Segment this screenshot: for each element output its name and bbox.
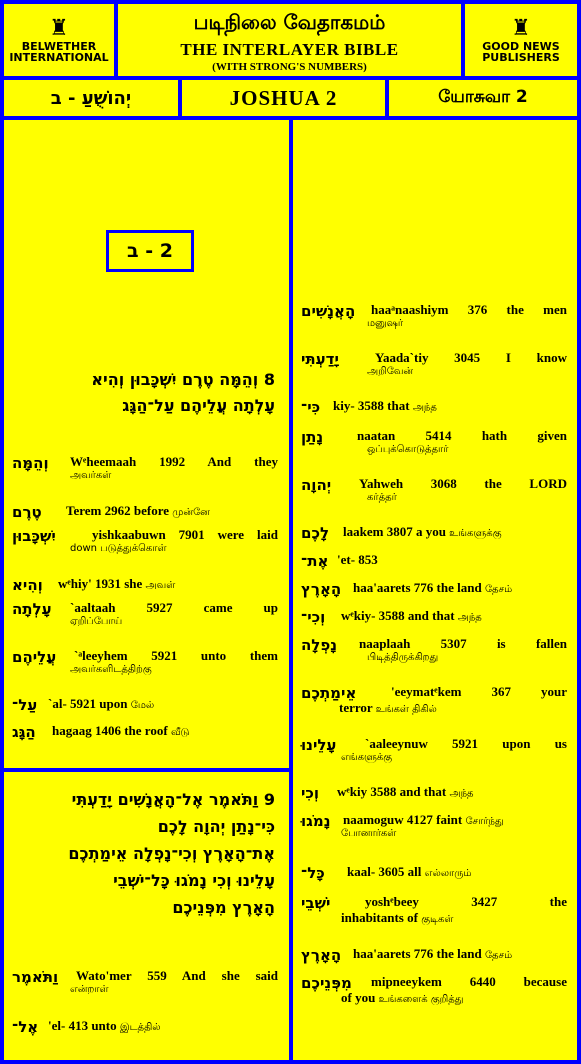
- word-gloss: Wᵉheemaah 1992 And they: [70, 454, 278, 469]
- tamil-gloss: எங்களுக்கு: [341, 752, 393, 763]
- word-entry: [12, 1018, 278, 1042]
- word-gloss: yishkaabuwn 7901 were laid: [92, 527, 278, 542]
- left-panel-verse-8: [4, 120, 289, 768]
- word-gloss-cont: of you: [341, 990, 376, 1005]
- word-gloss: 'el- 413 unto: [48, 1018, 117, 1033]
- word-entry: [301, 894, 567, 946]
- word-entry: [301, 476, 567, 524]
- hebrew-word: אֵימַתְכֶם: [301, 684, 357, 702]
- hebrew-word: עֲלֵיהֶם: [12, 648, 57, 666]
- word-gloss: `aaltaah 5927 came up: [70, 600, 278, 615]
- hebrew-word: אֶת־: [301, 552, 329, 570]
- tamil-gloss: அவர்களிடத்திற்கு: [70, 664, 152, 675]
- word-gloss: `aaleeynuw 5921 upon us: [365, 736, 567, 751]
- hebrew-word: וְכִי: [301, 784, 320, 802]
- bar-tamil-cell: [389, 80, 577, 116]
- hebrew-word: הָאָרֶץ: [301, 580, 342, 598]
- title-subtitle: (WITH STRONG'S NUMBERS): [212, 61, 367, 73]
- hebrew-word: עָלֵינוּ: [301, 736, 337, 754]
- word-entry: [301, 428, 567, 476]
- word-entry: [12, 723, 278, 747]
- tamil-gloss: என்றாள்: [70, 984, 109, 995]
- word-entry: [301, 812, 567, 864]
- hebrew-word: אֶל־: [12, 1018, 39, 1036]
- word-gloss: naatan 5414 hath given: [357, 428, 567, 443]
- word-entry: [12, 968, 278, 1018]
- word-entry: [12, 576, 278, 600]
- bar-hebrew-cell: [4, 80, 178, 116]
- tamil-gloss: மேல்: [130, 700, 155, 711]
- verse-line: עָלֵינוּ וְכִי נָמֹגוּ כָּל־יֹשְׁבֵי: [113, 871, 275, 890]
- tamil-gloss: எல்லாரும்: [424, 868, 472, 879]
- hebrew-word: וְהִיא: [12, 576, 43, 594]
- left-panel-verse-9: [4, 772, 289, 1060]
- tamil-gloss: அவர்கள்: [70, 470, 112, 481]
- word-gloss: haaᵃnaashiym 376 the men: [371, 302, 567, 317]
- word-gloss: wᵉkiy- 3588 and that: [341, 608, 455, 623]
- word-gloss: naamoguw 4127 faint: [343, 812, 463, 827]
- word-entry: [12, 648, 278, 696]
- word-gloss: Yahweh 3068 the LORD: [359, 476, 567, 491]
- word-gloss: haa'aarets 776 the land: [353, 580, 482, 595]
- tamil-gloss: அந்த: [449, 788, 474, 799]
- hebrew-word: וְכִי־: [301, 608, 326, 626]
- word-gloss: 'et- 853: [337, 552, 378, 567]
- word-gloss: kaal- 3605 all: [347, 864, 422, 879]
- verse-9-hebrew: [68, 786, 275, 921]
- word-gloss: wᵉhiy' 1931 she: [58, 576, 143, 591]
- hebrew-word: יְהוָה: [301, 476, 332, 494]
- tamil-gloss: அந்த: [412, 402, 437, 413]
- tamil-gloss: down படுத்துக்கொள்: [70, 543, 167, 554]
- word-entry: [12, 527, 278, 576]
- word-entry: [301, 864, 567, 894]
- verse-line: אֶת־הָאָרֶץ וְכִי־נָפְלָה אֵימַתְכֶם: [68, 844, 275, 863]
- verse-line: כִּי־נָתַן יְהוָה לָכֶם: [157, 817, 275, 836]
- tamil-gloss: குடிகள்: [421, 914, 454, 925]
- tamil-gloss: அறிவேன்: [367, 366, 414, 377]
- tamil-gloss: முன்னே: [172, 507, 210, 518]
- left-logo-line-2: INTERNATIONAL: [9, 51, 109, 64]
- tamil-gloss: உங்களைக் குறித்து: [378, 994, 464, 1005]
- hebrew-word: יָדַעְתִּי: [301, 350, 339, 368]
- hebrew-word: לָכֶם: [301, 524, 330, 542]
- book-tamil: யோசுவா 2: [438, 87, 528, 107]
- word-entry: [301, 736, 567, 784]
- tamil-gloss: மனுஷர்: [367, 318, 404, 329]
- verse-line: הָאָרֶץ מִפְּנֵיכֶם: [172, 898, 275, 917]
- word-entry: [301, 784, 567, 812]
- chapter-mark: 2 - ב: [106, 230, 194, 272]
- word-gloss: hagaag 1406 the roof: [52, 723, 168, 738]
- word-gloss-cont: inhabitants of: [341, 910, 418, 925]
- verse-8-hebrew: [91, 367, 275, 419]
- right-panel: [293, 120, 577, 1060]
- word-entry: [301, 398, 567, 428]
- verse-line: עָלְתָה עֲלֵיהֶם עַל־הַגָּג: [122, 396, 275, 415]
- word-gloss: naaplaah 5307 is fallen: [359, 636, 567, 651]
- tamil-gloss: இடத்தில்: [119, 1022, 161, 1033]
- tamil-gloss: பிடித்திருக்கிறது: [367, 652, 439, 663]
- verse-line: 9 וַתֹּאמֶר אֶל־הָאֲנָשִׁים יָדַעְתִּי: [71, 790, 275, 809]
- word-entry: [301, 552, 567, 580]
- hebrew-word: כָּל־: [301, 864, 325, 882]
- word-gloss-cont: terror: [339, 700, 373, 715]
- hebrew-word: הָאָרֶץ: [301, 946, 342, 964]
- tamil-gloss: உங்களுக்கு: [449, 528, 502, 539]
- word-gloss: laakem 3807 a you: [343, 524, 446, 539]
- verse-8-word-list: [12, 454, 278, 747]
- right-logo-line-2: PUBLISHERS: [482, 51, 560, 64]
- hebrew-word: נָמֹגוּ: [301, 812, 331, 830]
- word-gloss: Terem 2962 before: [66, 503, 170, 518]
- book-english: JOSHUA 2: [229, 85, 338, 110]
- tamil-gloss: உங்கள் திகில்: [375, 704, 437, 715]
- hebrew-word: טֶרֶם: [12, 503, 42, 521]
- hebrew-word: וְהֵמָּה: [12, 454, 49, 472]
- word-entry: [301, 350, 567, 398]
- book-hebrew: יְהוֹשֻׁעַ - ב: [50, 87, 132, 109]
- title-tamil: படிநிலை வேதாகமம்: [193, 10, 386, 34]
- lamp-icon: ♜: [511, 16, 531, 41]
- word-gloss: yoshᵉbeey 3427 the: [365, 894, 567, 909]
- title-english: THE INTERLAYER BIBLE: [180, 40, 399, 59]
- word-gloss: Yaada`tiy 3045 I know: [375, 350, 567, 365]
- hebrew-word: כִּי־: [301, 398, 321, 416]
- verse-line: 8 וְהֵמָּה טֶרֶם יִשְׁכָּבוּן וְהִיא: [91, 370, 275, 389]
- word-gloss: wᵉkiy 3588 and that: [337, 784, 447, 799]
- tamil-gloss: கர்த்தர்: [367, 492, 397, 503]
- tamil-gloss: சோர்ந்து: [465, 816, 504, 827]
- tamil-gloss: தேசம்: [484, 584, 513, 595]
- hebrew-word: יֹשְׁבֵי: [301, 894, 331, 912]
- right-word-list: [301, 302, 567, 1022]
- word-gloss: mipneeykem 6440 because: [371, 974, 567, 989]
- word-entry: [301, 608, 567, 636]
- belwether-logo: [4, 4, 114, 76]
- hebrew-word: מִפְּנֵיכֶם: [301, 974, 352, 992]
- word-gloss: Wato'mer 559 And she said: [76, 968, 278, 983]
- right-logo-line-1: GOOD NEWS: [482, 40, 560, 53]
- tamil-gloss: ஏறிப்போய்: [70, 616, 123, 627]
- word-entry: [301, 636, 567, 684]
- word-gloss: kiy- 3588 that: [333, 398, 410, 413]
- word-entry: [301, 524, 567, 552]
- word-gloss: 'eeymatᵉkem 367 your: [391, 684, 567, 699]
- word-entry: [301, 684, 567, 736]
- word-entry: [12, 503, 278, 527]
- tamil-gloss: அவள்: [145, 580, 176, 591]
- hebrew-word: וַתֹּאמֶר: [12, 968, 59, 986]
- hebrew-word: נָתַן: [301, 428, 324, 446]
- word-entry: [301, 974, 567, 1022]
- verse-9-word-list: [12, 968, 278, 1042]
- tamil-gloss: வீடு: [170, 727, 190, 738]
- tamil-gloss: ஒப்புக்கொடுத்தார்: [367, 444, 449, 455]
- word-entry: [301, 580, 567, 608]
- bar-english-cell: [182, 80, 385, 116]
- hebrew-word: הָאֲנָשִׁים: [301, 302, 356, 320]
- tamil-gloss: அந்த: [457, 612, 482, 623]
- word-gloss: haa'aarets 776 the land: [353, 946, 482, 961]
- title-block: [118, 4, 461, 76]
- lamp-icon: ♜: [49, 16, 69, 41]
- hebrew-word: נָפְלָה: [301, 636, 338, 654]
- word-gloss: `ᵃleeyhem 5921 unto them: [74, 648, 278, 663]
- word-entry: [12, 600, 278, 648]
- word-entry: [301, 946, 567, 974]
- hebrew-word: הַגָּג: [12, 723, 36, 741]
- hebrew-word: עָלְתָה: [12, 600, 52, 618]
- left-logo-line-1: BELWETHER: [21, 40, 97, 53]
- word-entry: [12, 454, 278, 503]
- hebrew-word: עַל־: [12, 696, 38, 714]
- word-gloss: `al- 5921 upon: [48, 696, 128, 711]
- word-entry: [301, 302, 567, 350]
- word-entry: [12, 696, 278, 723]
- hebrew-word: יִשְׁכָּבוּן: [12, 527, 56, 545]
- tamil-gloss-cont: போனார்கள்: [341, 828, 397, 839]
- tamil-gloss: தேசம்: [484, 950, 513, 961]
- good-news-logo: [465, 4, 577, 76]
